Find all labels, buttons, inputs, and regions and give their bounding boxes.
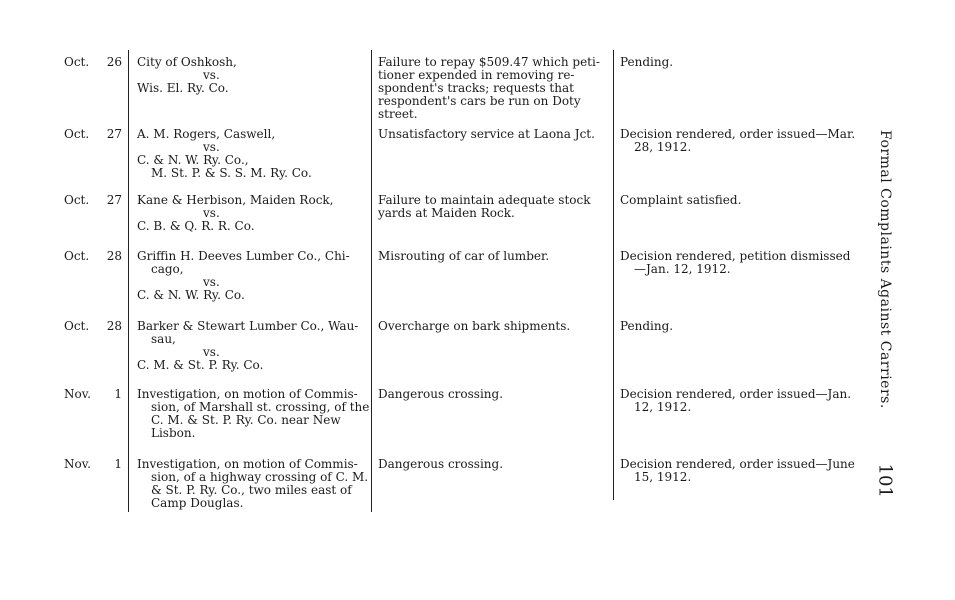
row-parties-line: sau, <box>151 332 176 346</box>
row-complaint <box>378 56 608 121</box>
row-parties-line: A. M. Rogers, Caswell, <box>137 127 276 141</box>
row-complaint-line: Failure to repay $509.47 which peti- <box>378 55 600 69</box>
row-parties-line: vs. <box>203 206 220 220</box>
row-day: 27 <box>106 127 122 141</box>
row-day: 28 <box>106 249 122 263</box>
row-month: Oct. <box>64 249 90 263</box>
row-parties-line: Wis. El. Ry. Co. <box>137 81 229 95</box>
row-disposition-line: Decision rendered, order issued—June <box>620 457 855 471</box>
row-parties-line: & St. P. Ry. Co., two miles east of <box>151 483 352 497</box>
row-parties-line: M. St. P. & S. S. M. Ry. Co. <box>151 166 312 180</box>
row-disposition-line: Decision rendered, order issued—Jan. <box>620 387 852 401</box>
row-disposition-line: —Jan. 12, 1912. <box>634 262 731 276</box>
row-disposition <box>620 128 860 154</box>
row-month: Oct. <box>64 55 90 69</box>
row-complaint-line: tioner expended in removing re- <box>378 68 575 82</box>
row-parties-line: Griffin H. Deeves Lumber Co., Chi- <box>137 249 350 263</box>
row-disposition <box>620 56 860 69</box>
row-complaint <box>378 458 608 471</box>
row-complaint <box>378 320 608 333</box>
row-parties-line: C. M. & St. P. Ry. Co. near New <box>151 413 341 427</box>
row-complaint-line: Dangerous crossing. <box>378 457 504 471</box>
row-parties-line: Camp Douglas. <box>151 496 244 510</box>
row-parties-line: City of Oshkosh, <box>137 55 237 69</box>
row-complaint <box>378 194 608 220</box>
row-complaint <box>378 250 608 263</box>
row-parties <box>137 458 369 510</box>
row-complaint-line: spondent's tracks; requests that <box>378 81 574 95</box>
row-disposition-line: Pending. <box>620 55 674 69</box>
column-rule-right <box>613 50 614 500</box>
row-parties <box>137 250 369 302</box>
row-complaint <box>378 388 608 401</box>
row-parties-line: Lisbon. <box>151 426 196 440</box>
row-parties-line: Kane & Herbison, Maiden Rock, <box>137 193 334 207</box>
row-disposition <box>620 194 860 207</box>
row-parties <box>137 56 369 95</box>
row-day: 28 <box>106 319 122 333</box>
row-month: Nov. <box>64 457 91 471</box>
row-parties-line: C. & N. W. Ry. Co., <box>137 153 249 167</box>
row-complaint-line: Misrouting of car of lumber. <box>378 249 550 263</box>
row-complaint-line: Overcharge on bark shipments. <box>378 319 571 333</box>
row-complaint-line: respondent's cars be run on Doty <box>378 94 581 108</box>
row-disposition-line: 28, 1912. <box>634 140 692 154</box>
column-rule-left <box>128 50 129 512</box>
column-rule-middle <box>371 50 372 512</box>
row-month: Nov. <box>64 387 91 401</box>
page-number: 101 <box>874 463 896 498</box>
running-title: Formal Complaints Against Carriers. <box>877 130 893 409</box>
row-parties-line: vs. <box>203 275 220 289</box>
row-disposition-line: 15, 1912. <box>634 470 692 484</box>
row-parties-line: C. M. & St. P. Ry. Co. <box>137 358 264 372</box>
row-parties <box>137 128 369 180</box>
row-parties <box>137 320 369 372</box>
row-disposition <box>620 250 860 276</box>
row-parties <box>137 194 369 233</box>
row-day: 27 <box>106 193 122 207</box>
row-parties-line: vs. <box>203 140 220 154</box>
row-complaint <box>378 128 608 141</box>
row-disposition-line: Decision rendered, order issued—Mar. <box>620 127 856 141</box>
row-day: 26 <box>106 55 122 69</box>
row-parties-line: Investigation, on motion of Commis- <box>137 457 358 471</box>
row-disposition-line: 12, 1912. <box>634 400 692 414</box>
row-disposition-line: Decision rendered, petition dismissed <box>620 249 851 263</box>
row-parties-line: C. B. & Q. R. R. Co. <box>137 219 255 233</box>
row-complaint-line: Failure to maintain adequate stock <box>378 193 591 207</box>
row-disposition <box>620 388 860 414</box>
row-parties-line: vs. <box>203 345 220 359</box>
row-disposition-line: Pending. <box>620 319 674 333</box>
row-day: 1 <box>114 387 122 401</box>
row-month: Oct. <box>64 127 90 141</box>
row-complaint-line: street. <box>378 107 418 121</box>
row-month: Oct. <box>64 319 90 333</box>
row-parties-line: C. & N. W. Ry. Co. <box>137 288 245 302</box>
row-parties-line: sion, of Marshall st. crossing, of the <box>151 400 370 414</box>
row-parties-line: cago, <box>151 262 184 276</box>
row-parties-line: Investigation, on motion of Commis- <box>137 387 358 401</box>
row-parties-line: vs. <box>203 68 220 82</box>
row-parties-line: Barker & Stewart Lumber Co., Wau- <box>137 319 359 333</box>
row-complaint-line: Unsatisfactory service at Laona Jct. <box>378 127 595 141</box>
row-month: Oct. <box>64 193 90 207</box>
row-parties <box>137 388 369 440</box>
row-disposition <box>620 320 860 333</box>
row-parties-line: sion, of a highway crossing of C. M. <box>151 470 369 484</box>
row-disposition <box>620 458 860 484</box>
row-day: 1 <box>114 457 122 471</box>
row-complaint-line: Dangerous crossing. <box>378 387 504 401</box>
row-disposition-line: Complaint satisfied. <box>620 193 742 207</box>
row-complaint-line: yards at Maiden Rock. <box>378 206 515 220</box>
